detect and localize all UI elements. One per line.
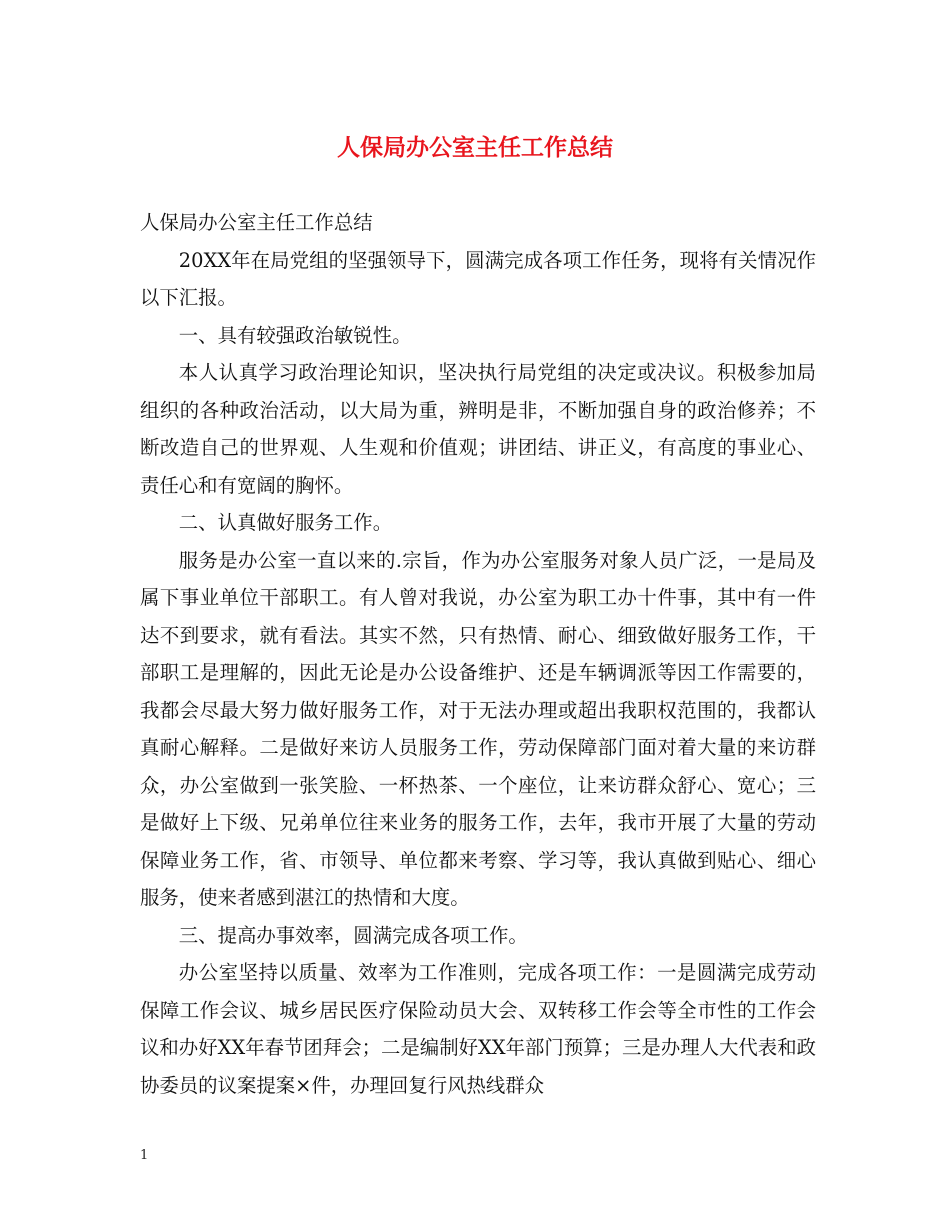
paragraph-political: 本人认真学习政治理论知识，坚决执行局党组的决定或决议。积极参加局组织的各种政治活动，以大局为重，辨明是非，不断加强自身的政治修养；不断改造自己的世界观、人生观和价值观；讲团结、讲正义，有高度的事业心、责任心和有宽阔的胸怀。	[140, 361, 816, 497]
document-body	[140, 204, 816, 1104]
document-title: 人保局办公室主任工作总结	[337, 134, 613, 161]
paragraph-efficiency: 办公室坚持以质量、效率为工作准则，完成各项工作：一是圆满完成劳动保障工作会议、城乡居民医疗保险动员大会、双转移工作会等全市性的工作会议和办好XX年春节团拜会；二是编制好XX年部门预算；三是办理人大代表和政协委员的议案提案×件，办理回复行风热线群众	[140, 961, 816, 1097]
section-heading-2: 二、认真做好服务工作。	[178, 511, 393, 534]
page-number: 1	[140, 1148, 149, 1163]
section-heading-1: 一、具有较强政治敏锐性。	[178, 323, 412, 347]
paragraph-service: 服务是办公室一直以来的.宗旨，作为办公室服务对象人员广泛，一是局及属下事业单位干部职工。有人曾对我说，办公室为职工办十件事，其中有一件达不到要求，就有看法。其实不然，只有热情、耐心、细致做好服务工作，干部职工是理解的，因此无论是办公设备维护、还是车辆调派等因工作需要的，我都会尽最大努力做好服务工作，对于无法办理或超出我职权范围的，我都认真耐心解释。二是做好来访人员服务工作，劳动保障部门面对着大量的来访群众，办公室做到一张笑脸、一杯热茶、一个座位，让来访群众舒心、宽心；三是做好上下级、兄弟单位往来业务的服务工作，去年，我市开展了大量的劳动保障业务工作，省、市领导、单位都来考察、学习等，我认真做到贴心、细心服务，使来者感到湛江的热情和大度。	[140, 548, 816, 909]
paragraph-intro: 20XX年在局党组的坚强领导下，圆满完成各项工作任务，现将有关情况作以下汇报。	[140, 248, 816, 309]
section-heading-3: 三、提高办事效率，圆满完成各项工作。	[178, 923, 528, 947]
body-heading: 人保局办公室主任工作总结	[140, 211, 373, 234]
